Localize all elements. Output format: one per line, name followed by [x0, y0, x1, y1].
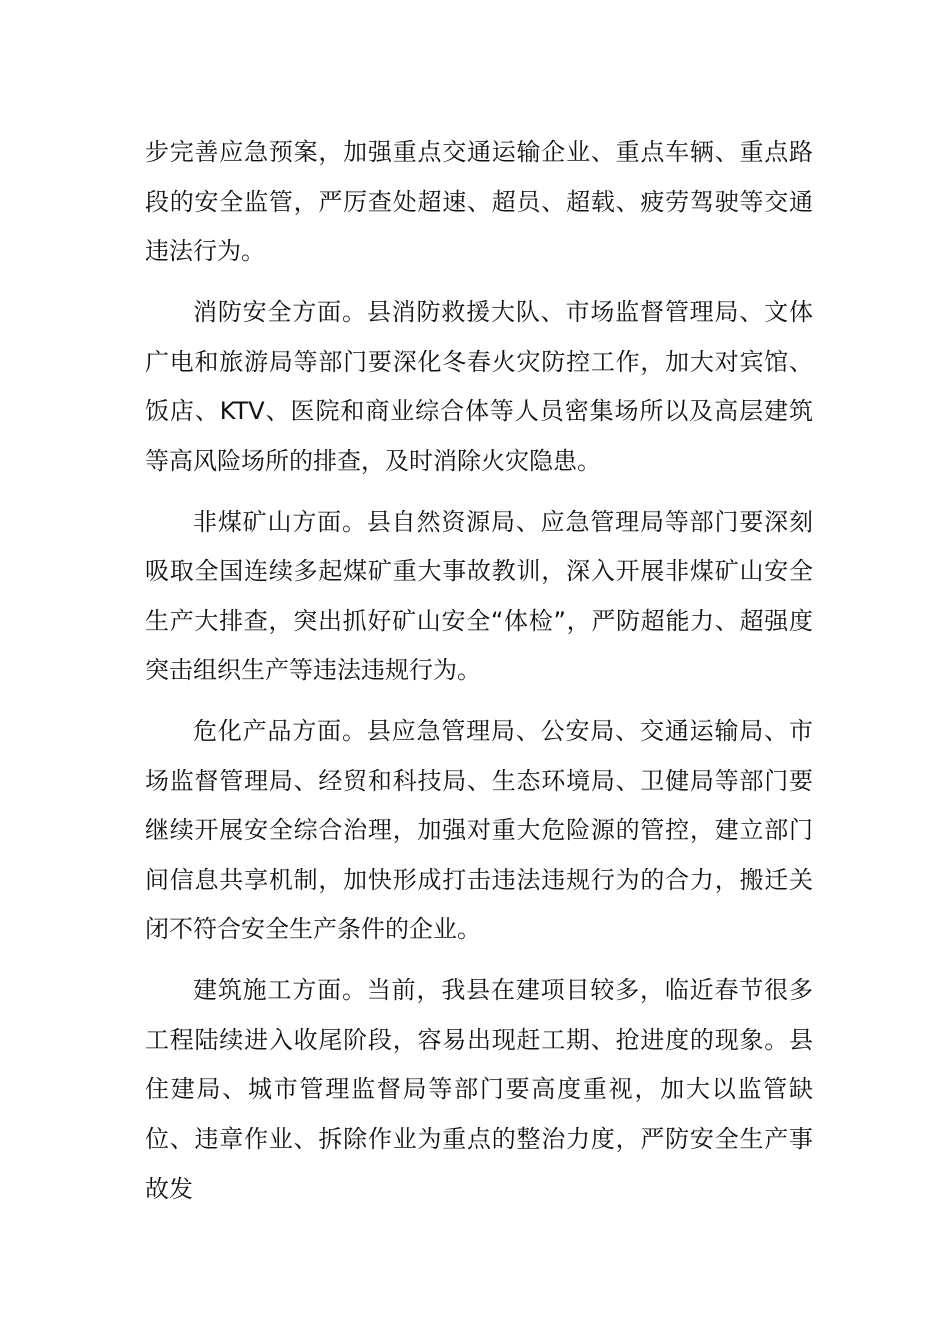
- paragraph-4: 危化产品方面。县应急管理局、公安局、交通运输局、市场监督管理局、经贸和科技局、生态环境局、卫健局等部门要继续开展安全综合治理，加强对重大危险源的管控，建立部门间信息共享机制，加快形成打击违法违规行为的合力，搬迁关闭不符合安全生产条件的企业。: [145, 717, 813, 944]
- paragraph-3: 非煤矿山方面。县自然资源局、应急管理局等部门要深刻吸取全国连续多起煤矿重大事故教训，深入开展非煤矿山安全生产大排查，突出抓好矿山安全“体检”，严防超能力、超强度突击组织生产等违法违规行为。: [145, 507, 813, 685]
- paragraph-1: 步完善应急预案，加强重点交通运输企业、重点车辆、重点路段的安全监管，严厉查处超速、超员、超载、疲劳驾驶等交通违法行为。: [145, 138, 813, 266]
- paragraph-5: 建筑施工方面。当前，我县在建项目较多，临近春节很多工程陆续进入收尾阶段，容易出现赶工期、抢进度的现象。县住建局、城市管理监督局等部门要高度重视，加大以监管缺位、违章作业、拆除作业为重点的整治力度，严防安全生产事故发: [145, 976, 813, 1203]
- document-body: [145, 128, 813, 1225]
- paragraph-2: 消防安全方面。县消防救援大队、市场监督管理局、文体广电和旅游局等部门要深化冬春火灾防控工作，加大对宾馆、饭店、KTV、医院和商业综合体等人员密集场所以及高层建筑等高风险场所的排查，及时消除火灾隐患。: [145, 297, 813, 475]
